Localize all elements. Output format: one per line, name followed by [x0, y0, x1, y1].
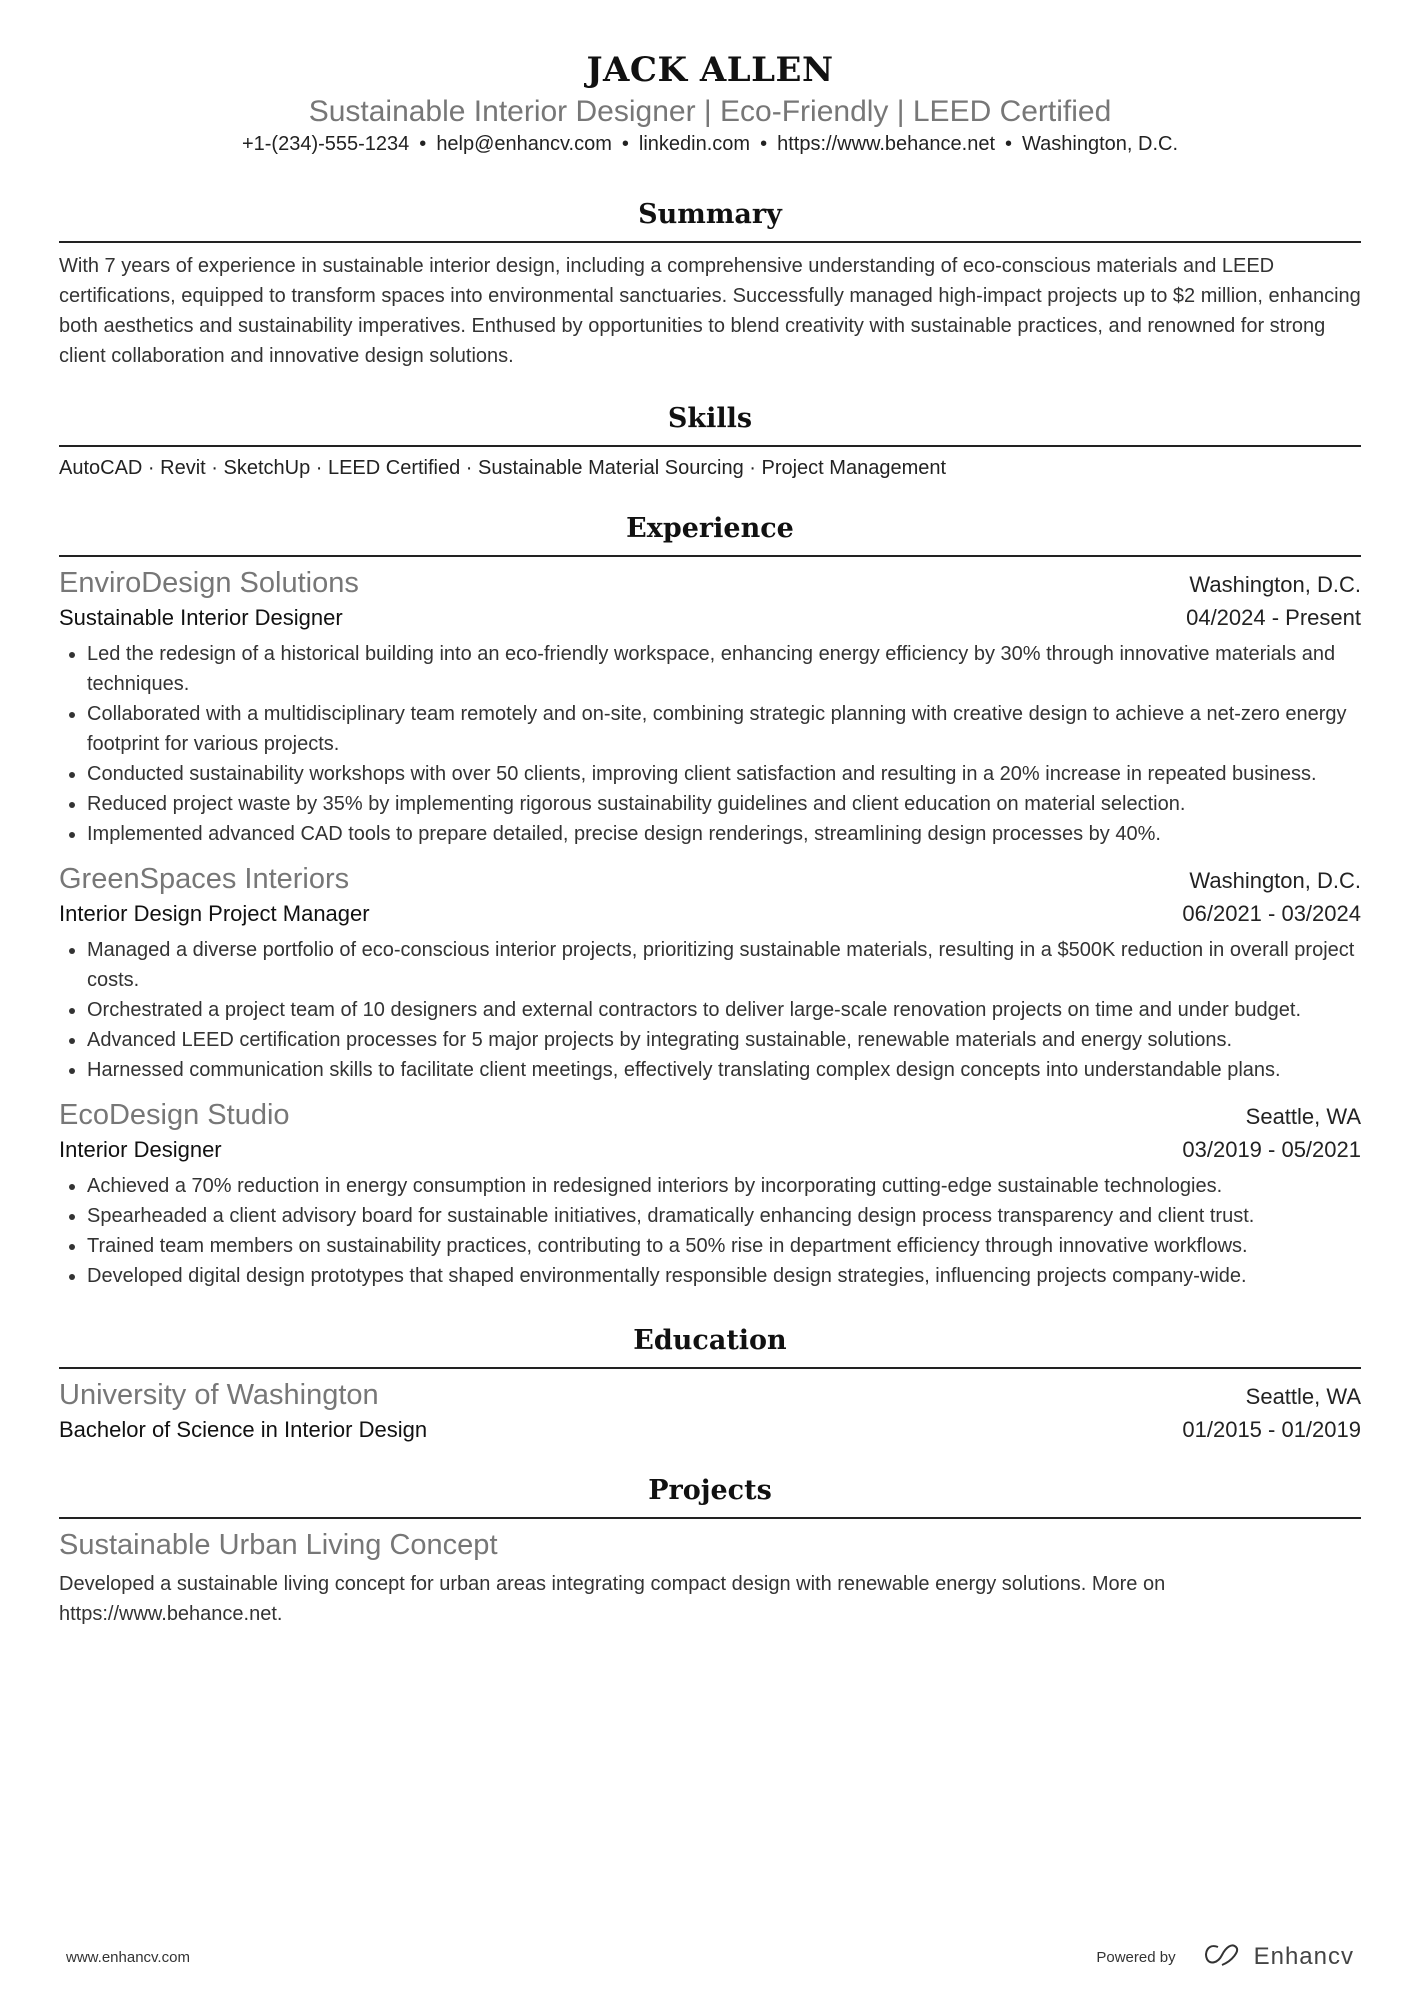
behance-link[interactable]: https://www.behance.net — [777, 133, 996, 155]
bullet: • Collaborated with a multidisciplinary team remotely and on-site, combining strategic planning with creative design to achieve a net-zero energy footprint for various projects. — [87, 699, 1361, 759]
section-title: Experience — [626, 513, 794, 544]
bullet: • Reduced project waste by 35% by implementing rigorous sustainability guidelines and client education on material selection. — [87, 789, 1361, 819]
section-title: Summary — [638, 199, 782, 230]
project-description: Developed a sustainable living concept for urban areas integrating compact design with renewable energy solutions. More on https://www.behance.net. — [59, 1573, 1166, 1625]
bullet: • Trained team members on sustainability practices, contributing to a 50% rise in department efficiency through innovative workflows. — [87, 1231, 1361, 1261]
job-title: Sustainable Interior Designer — [59, 605, 343, 630]
project-name: Sustainable Urban Living Concept — [59, 1529, 498, 1561]
separator: • — [760, 133, 768, 155]
linkedin-link[interactable]: linkedin.com — [638, 133, 751, 155]
job-bullets — [59, 639, 1361, 849]
footer — [66, 1943, 1354, 1971]
section-title: Projects — [648, 1475, 772, 1506]
footer-website-link[interactable]: www.enhancv.com — [66, 1948, 190, 1966]
contact-info — [59, 131, 1361, 157]
separator: • — [1005, 133, 1013, 155]
resume-header — [59, 50, 1361, 157]
bullet: • Managed a diverse portfolio of eco-conscious interior projects, prioritizing sustainable materials, resulting in a $500K reduction in overall project costs. — [87, 935, 1361, 995]
job-location: Washington, D.C. — [1189, 572, 1361, 597]
job-dates: 06/2021 - 03/2024 — [1182, 901, 1361, 926]
resume-page — [59, 0, 1361, 1629]
projects-section — [59, 1473, 1361, 1629]
section-title: Education — [633, 1325, 787, 1356]
bullet: • Spearheaded a client advisory board for sustainable initiatives, dramatically enhancing design process transparency and client trust. — [87, 1201, 1361, 1231]
bullet: • Conducted sustainability workshops with over 50 clients, improving client satisfaction and resulting in a 20% increase in repeated business. — [87, 759, 1361, 789]
separator: • — [419, 133, 427, 155]
candidate-headline: Sustainable Interior Designer | Eco-Friendly | LEED Certified — [308, 95, 1112, 128]
job-title: Interior Designer — [59, 1137, 222, 1162]
job-entry — [59, 1097, 1361, 1291]
email-link[interactable]: help@enhancv.com — [436, 133, 612, 155]
company-name: EnviroDesign Solutions — [59, 567, 359, 599]
skills-section — [59, 401, 1361, 483]
job-entry — [59, 565, 1361, 849]
skills-list: AutoCAD · Revit · SketchUp · LEED Certified · Sustainable Material Sourcing · Project Management — [59, 457, 947, 479]
divider — [59, 1517, 1361, 1519]
school-location: Seattle, WA — [1245, 1384, 1361, 1409]
section-title: Skills — [667, 403, 753, 434]
job-title: Interior Design Project Manager — [59, 901, 370, 926]
school-name: University of Washington — [59, 1379, 379, 1411]
degree: Bachelor of Science in Interior Design — [59, 1417, 428, 1442]
enhancv-brand: Enhancv — [1253, 1943, 1354, 1970]
divider — [59, 555, 1361, 557]
bullet: • Implemented advanced CAD tools to prepare detailed, precise design renderings, streamlining design processes by 40%. — [87, 819, 1361, 849]
experience-section — [59, 511, 1361, 1291]
divider — [59, 241, 1361, 243]
summary-text: With 7 years of experience in sustainable interior design, including a comprehensive understanding of eco-conscious materials and LEED certifications, equipped to transform spaces into environmental sanctuaries. Successfully managed high-impact projects up to $2 million, enhancing both aesthetics and sustainability imperatives. Enthused by opportunities to blend creativity with sustainable practices, and renowned for strong client collaboration and innovative design solutions. — [59, 255, 1361, 367]
summary-section — [59, 197, 1361, 371]
candidate-name: JACK ALLEN — [586, 50, 834, 90]
separator: • — [621, 133, 629, 155]
bullet: • Developed digital design prototypes that shaped environmentally responsible design strategies, influencing projects company-wide. — [87, 1261, 1361, 1291]
divider — [59, 1367, 1361, 1369]
education-section — [59, 1323, 1361, 1447]
company-name: EcoDesign Studio — [59, 1099, 290, 1131]
bullet: • Harnessed communication skills to facilitate client meetings, effectively translating complex design concepts into understandable plans. — [87, 1055, 1361, 1085]
job-location: Seattle, WA — [1245, 1104, 1361, 1129]
job-bullets — [59, 935, 1361, 1085]
job-dates: 04/2024 - Present — [1186, 605, 1361, 630]
job-location: Washington, D.C. — [1189, 868, 1361, 893]
divider — [59, 445, 1361, 447]
education-dates: 01/2015 - 01/2019 — [1182, 1417, 1361, 1442]
bullet: • Led the redesign of a historical building into an eco-friendly workspace, enhancing energy efficiency by 30% through innovative materials and techniques. — [87, 639, 1361, 699]
bullet: • Orchestrated a project team of 10 designers and external contractors to deliver large-scale renovation projects on time and under budget. — [87, 995, 1361, 1025]
phone: +1-(234)-555-1234 — [241, 133, 410, 155]
bullet: • Achieved a 70% reduction in energy consumption in redesigned interiors by incorporating cutting-edge sustainable technologies. — [87, 1171, 1361, 1201]
bullet: • Advanced LEED certification processes for 5 major projects by integrating sustainable, renewable materials and energy solutions. — [87, 1025, 1361, 1055]
powered-by[interactable] — [1096, 1943, 1354, 1971]
enhancv-logo-icon — [1202, 1943, 1242, 1971]
company-name: GreenSpaces Interiors — [59, 863, 350, 895]
powered-by-label: Powered by — [1096, 1948, 1176, 1966]
job-entry — [59, 861, 1361, 1085]
job-dates: 03/2019 - 05/2021 — [1182, 1137, 1361, 1162]
job-bullets — [59, 1171, 1361, 1291]
location: Washington, D.C. — [1022, 133, 1179, 155]
